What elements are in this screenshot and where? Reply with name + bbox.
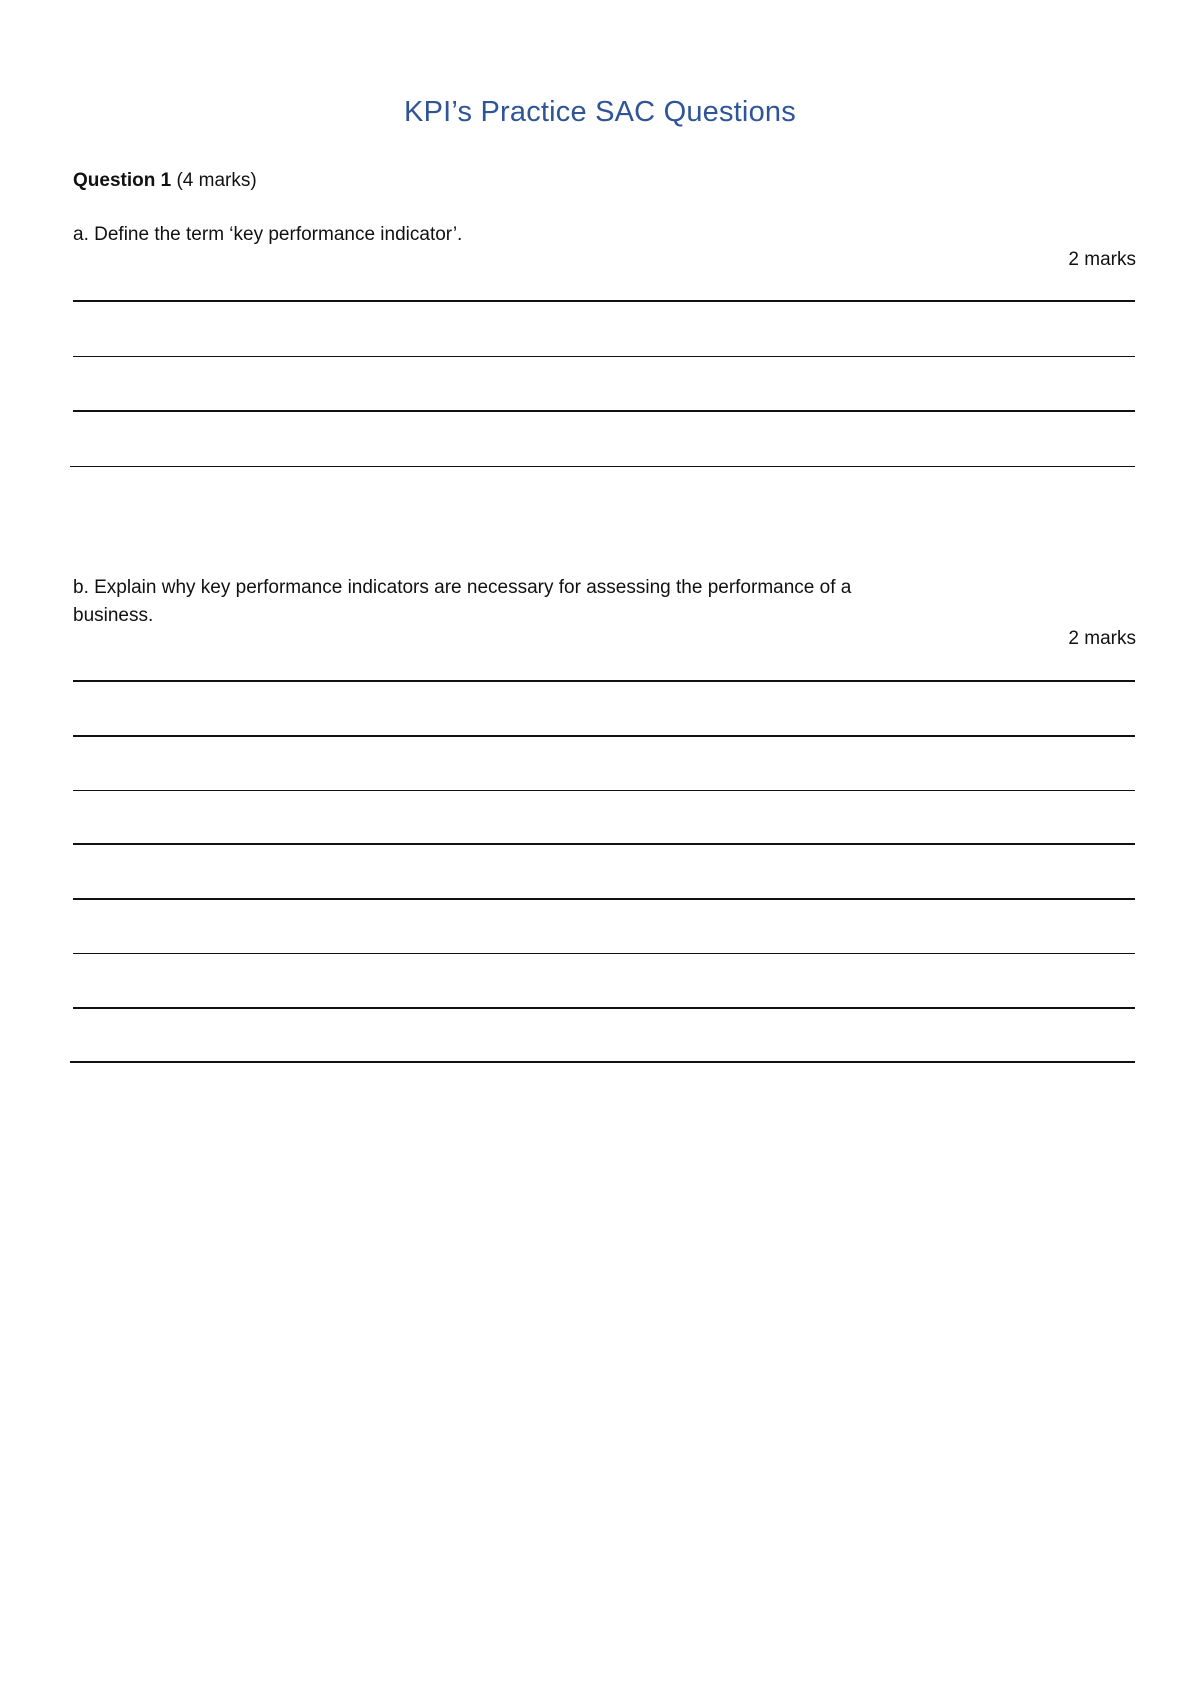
answer-line[interactable] — [73, 898, 1135, 900]
answer-line[interactable] — [73, 735, 1135, 737]
answer-line[interactable] — [73, 680, 1135, 682]
answer-line[interactable] — [70, 1061, 1135, 1063]
answer-line[interactable] — [70, 466, 1135, 467]
part-b-marks: 2 marks — [1068, 628, 1136, 649]
answer-line[interactable] — [73, 356, 1135, 357]
answer-line[interactable] — [73, 410, 1135, 412]
answer-line[interactable] — [73, 953, 1135, 954]
part-a-prompt: a. Define the term ‘key performance indicator’. — [73, 224, 463, 245]
answer-line[interactable] — [73, 843, 1135, 845]
answer-line[interactable] — [73, 1007, 1135, 1009]
part-a-marks: 2 marks — [1068, 249, 1136, 270]
question-label: Question 1 — [73, 170, 172, 191]
part-b-prompt: b. Explain why key performance indicators are necessary for assessing the performance of a business. — [73, 577, 852, 626]
page-title: KPI’s Practice SAC Questions — [404, 96, 796, 128]
question-total-marks: (4 marks) — [176, 170, 257, 191]
answer-line[interactable] — [73, 790, 1135, 791]
answer-line[interactable] — [73, 300, 1135, 302]
question-heading — [73, 170, 257, 192]
